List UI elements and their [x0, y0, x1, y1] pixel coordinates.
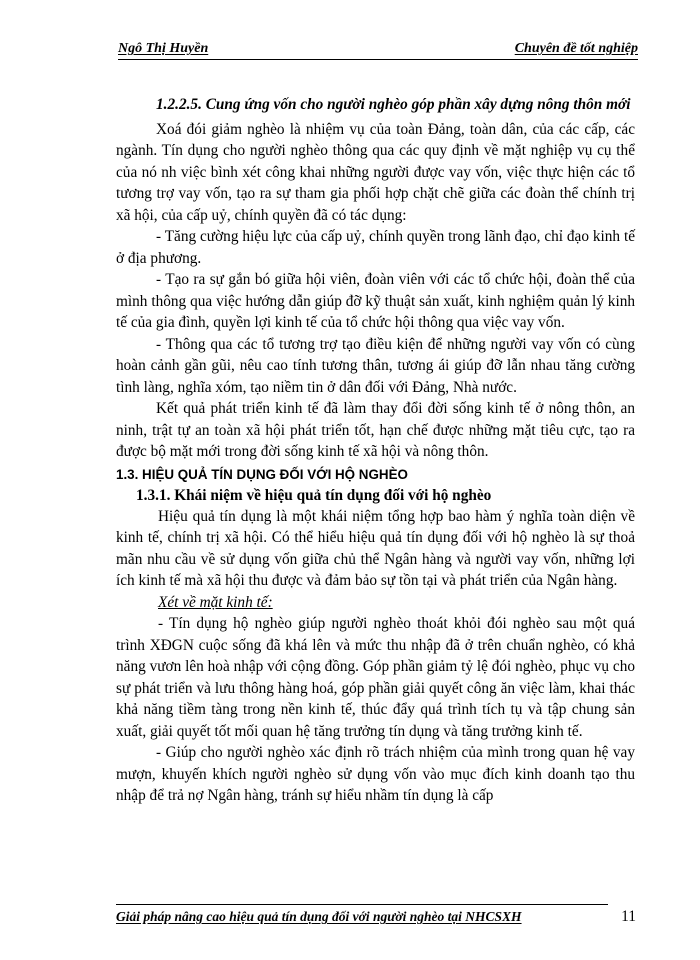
- page-body: [116, 94, 635, 807]
- bullet-paragraph: - Tín dụng hộ nghèo giúp người nghèo thoát khỏi đói nghèo sau một quá trình XĐGN cuộc sống đã khá lên và mức thu nhập đã ở trên chuẩn nghèo, có khả năng vươn lên hoà nhập với cộng đồng. Góp phần giảm tỷ lệ đói nghèo, phục vụ cho sự phát triển và lưu thông hàng hoá, góp phần giải quyết công ăn việc làm, khai thác khả năng tiềm tàng trong nền kinh tế, thúc đẩy quá trình tích tụ và tập chung sản xuất, giải quyết tốt mối quan hệ tăng trưởng tín dụng và tăng trưởng kinh tế.: [116, 615, 635, 740]
- bullet-paragraph: - Tạo ra sự gắn bó giữa hội viên, đoàn viên với các tổ chức hội, đoàn thể của mình thông qua việc hướng dẫn giúp đỡ kỹ thuật sản xuất, kinh nghiệm quản lý kinh tế của gia đình, quyền lợi kinh tế của tổ chức hội thông qua việc vay vốn.: [116, 271, 635, 331]
- footer-title: Giải pháp nâng cao hiệu quả tín dụng đối với người nghèo tại NHCSXH: [116, 909, 522, 924]
- bullet-paragraph: - Tăng cường hiệu lực của cấp uỷ, chính quyền trong lãnh đạo, chỉ đạo kinh tế ở địa phương.: [116, 228, 635, 267]
- section-title-1-3-1: 1.3.1. Khái niệm về hiệu quả tín dụng đối với hộ nghèo: [136, 486, 492, 504]
- header-doc-type: Chuyên đề tốt nghiệp: [514, 41, 638, 56]
- page-header: [118, 40, 638, 62]
- page-number: 11: [621, 908, 636, 925]
- economic-heading-text: Xét về mặt kinh tế:: [158, 593, 273, 611]
- header-author: Ngô Thị Huyền: [118, 41, 209, 56]
- section-title-1-2-2-5: 1.2.2.5. Cung ứng vốn cho người nghèo góp phần xây dựng nông thôn mới: [156, 96, 631, 113]
- footer-rule: [116, 904, 608, 905]
- section-title-1-3: 1.3. HIỆU QUẢ TÍN DỤNG ĐỐI VỚI HỘ NGHÈO: [116, 466, 408, 482]
- header-rule: [118, 59, 638, 60]
- paragraph: Kết quả phát triển kinh tế đã làm thay đổi đời sống kinh tế ở nông thôn, an ninh, trật tự an toàn xã hội phát triển tốt, hạn chế được những mặt tiêu cực, tạo ra được bộ mặt mới trong đời sống kinh tế xã hội và nông thôn.: [116, 400, 635, 460]
- paragraph: Hiệu quả tín dụng là một khái niệm tổng hợp bao hàm ý nghĩa toàn diện về kinh tế, chính trị xã hội. Có thể hiểu hiệu quả tín dụng đối với hộ nghèo là sự thoả mãn nhu cầu về sử dụng vốn giữa chủ thể Ngân hàng và người vay vốn, những lợi ích kinh tế mà xã hội thu được và đảm bảo sự tồn tại và phát triển của Ngân hàng.: [116, 507, 635, 589]
- page-footer: [116, 904, 638, 934]
- bullet-paragraph: - Thông qua các tổ tương trợ tạo điều kiện để những người vay vốn có cùng hoàn cảnh gần gũi, nêu cao tính tương thân, tương ái giúp đỡ lẫn nhau tăng cường tình làng, nghĩa xóm, tạo niềm tin ở dân đối với Đảng, Nhà nước.: [116, 335, 635, 396]
- economic-heading: [116, 592, 635, 614]
- bullet-paragraph: - Giúp cho người nghèo xác định rõ trách nhiệm của mình trong quan hệ vay mượn, khuyến khích người nghèo sử dụng vốn vào mục đích kinh doanh tạo thu nhập để trả nợ Ngân hàng, tránh sự hiểu nhầm tín dụng là cấp: [116, 744, 635, 804]
- paragraph: Xoá đói giảm nghèo là nhiệm vụ của toàn Đảng, toàn dân, của các cấp, các ngành. Tín dụng cho người nghèo thông qua các quy định về mặt nghiệp vụ cụ thể của nó nh việc bình xét công khai những người được vay vốn, việc thực hiện các tổ tương trợ vay vốn, tạo ra sự tham gia phối hợp chặt chẽ giữa các đoàn thể chính trị xã hội, của cấp uỷ, chính quyền đã có tác dụng:: [116, 120, 635, 224]
